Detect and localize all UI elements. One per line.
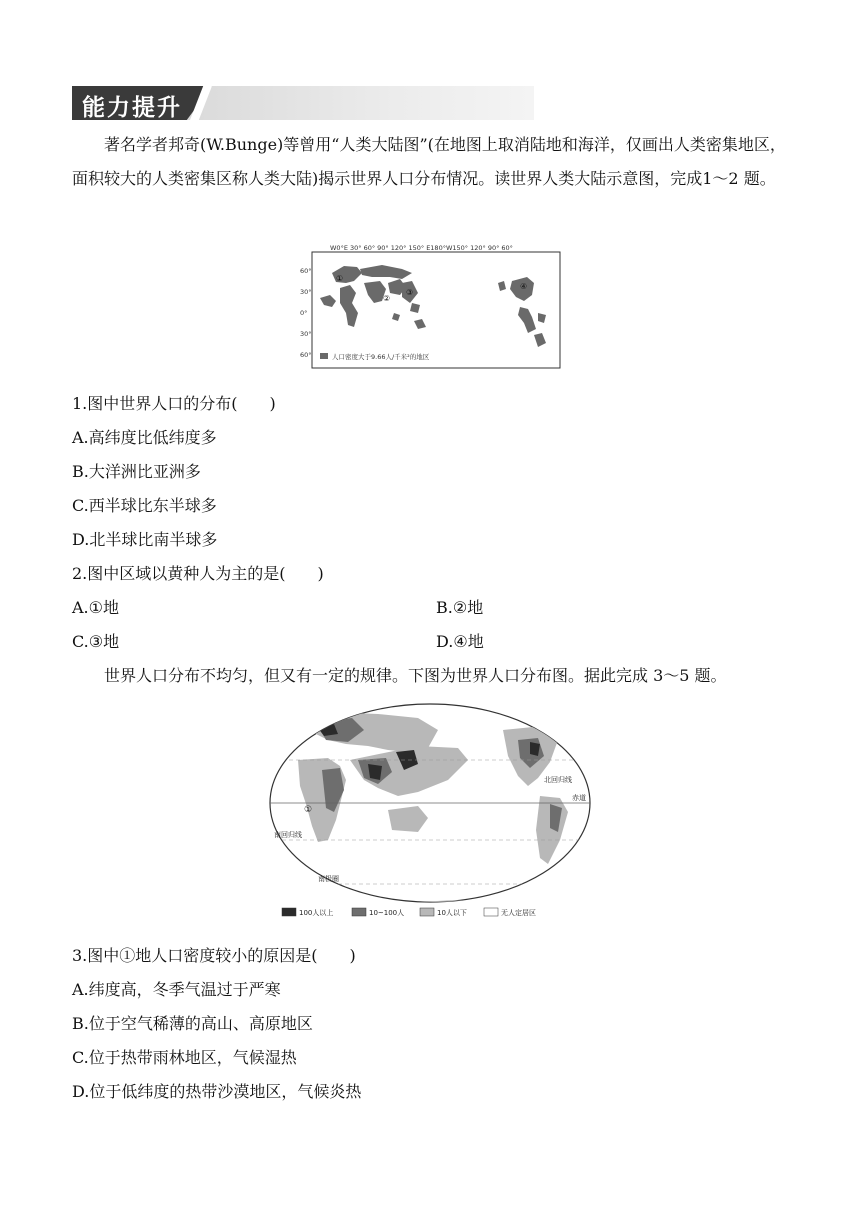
question-1-option-d: D.北半球比南半球多 (72, 530, 218, 549)
question-2-option-d: D.④地 (436, 632, 484, 651)
question-3-option-b: B.位于空气稀薄的高山、高原地区 (72, 1014, 313, 1033)
map1-marker: ④ (520, 282, 528, 291)
map1-marker: ① (336, 274, 344, 283)
legend-label: 无人定居区 (501, 909, 536, 917)
lat-label: 60° (300, 267, 312, 275)
question-2-option-b: B.②地 (436, 598, 484, 617)
human-continent-map-svg (302, 243, 562, 369)
legend-swatch (352, 908, 366, 916)
legend-swatch (484, 908, 498, 916)
question-3-option-a: A.纬度高，冬季气温过于严寒 (72, 980, 281, 999)
question-1-option-b: B.大洋洲比亚洲多 (72, 462, 201, 481)
intro-paragraph-1: 著名学者邦奇(W.Bunge)等曾用“人类大陆图”(在地图上取消陆地和海洋，仅画出人类密集地区，面积较大的人类密集区称人类大陆)揭示世界人口分布情况。读世界人类大陆示意图，完成1～2 题。 (72, 135, 786, 188)
question-2-option-c: C.③地 (72, 632, 120, 651)
map1-marker: ② (383, 294, 391, 303)
world-population-map (268, 700, 592, 925)
legend-swatch (320, 353, 328, 359)
lat-label: 0° (300, 309, 308, 317)
legend-swatch (282, 908, 296, 916)
section-banner (72, 86, 534, 120)
lat-label: 30° (300, 288, 312, 296)
tropic-of-cancer-label: 北回归线 (544, 776, 572, 784)
question-3-option-c: C.位于热带雨林地区，气候湿热 (72, 1048, 297, 1067)
legend-label: 10人以下 (437, 909, 467, 917)
legend-label: 100人以上 (299, 909, 334, 917)
section-title: 能力提升 (82, 95, 182, 121)
question-3-option-d: D.位于低纬度的热带沙漠地区，气候炎热 (72, 1082, 362, 1101)
question-2-option-a: A.①地 (72, 598, 119, 617)
human-continent-map (302, 243, 562, 369)
world-population-map-svg (268, 700, 592, 925)
question-1-option-a: A.高纬度比低纬度多 (72, 428, 217, 447)
intro-paragraph-2: 世界人口分布不均匀，但又有一定的规律。下图为世界人口分布图。据此完成 3～5 题。 (104, 666, 727, 685)
antarctic-circle-label: 南极圈 (318, 875, 339, 883)
lat-label: 30° (300, 330, 312, 338)
question-3-stem: 3.图中①地人口密度较小的原因是( ) (72, 946, 356, 965)
map2-marker-1: ① (304, 805, 313, 815)
lat-label: 60° (300, 351, 312, 359)
map1-longitude-labels: W0°E 30° 60° 90° 120° 150° E180°W150° 120° 90° 60° (330, 244, 513, 252)
question-1-stem: 1.图中世界人口的分布( ) (72, 394, 276, 413)
tropic-of-capricorn-label: 南回归线 (274, 831, 302, 839)
map1-marker: ③ (406, 288, 414, 297)
map1-legend: 人口密度大于9.66人/千米²的地区 (332, 353, 430, 361)
legend-swatch (420, 908, 434, 916)
question-2-stem: 2.图中区域以黄种人为主的是( ) (72, 564, 324, 583)
legend-label: 10~100人 (369, 909, 405, 917)
equator-label: 赤道 (572, 794, 586, 802)
question-1-option-c: C.西半球比东半球多 (72, 496, 217, 515)
